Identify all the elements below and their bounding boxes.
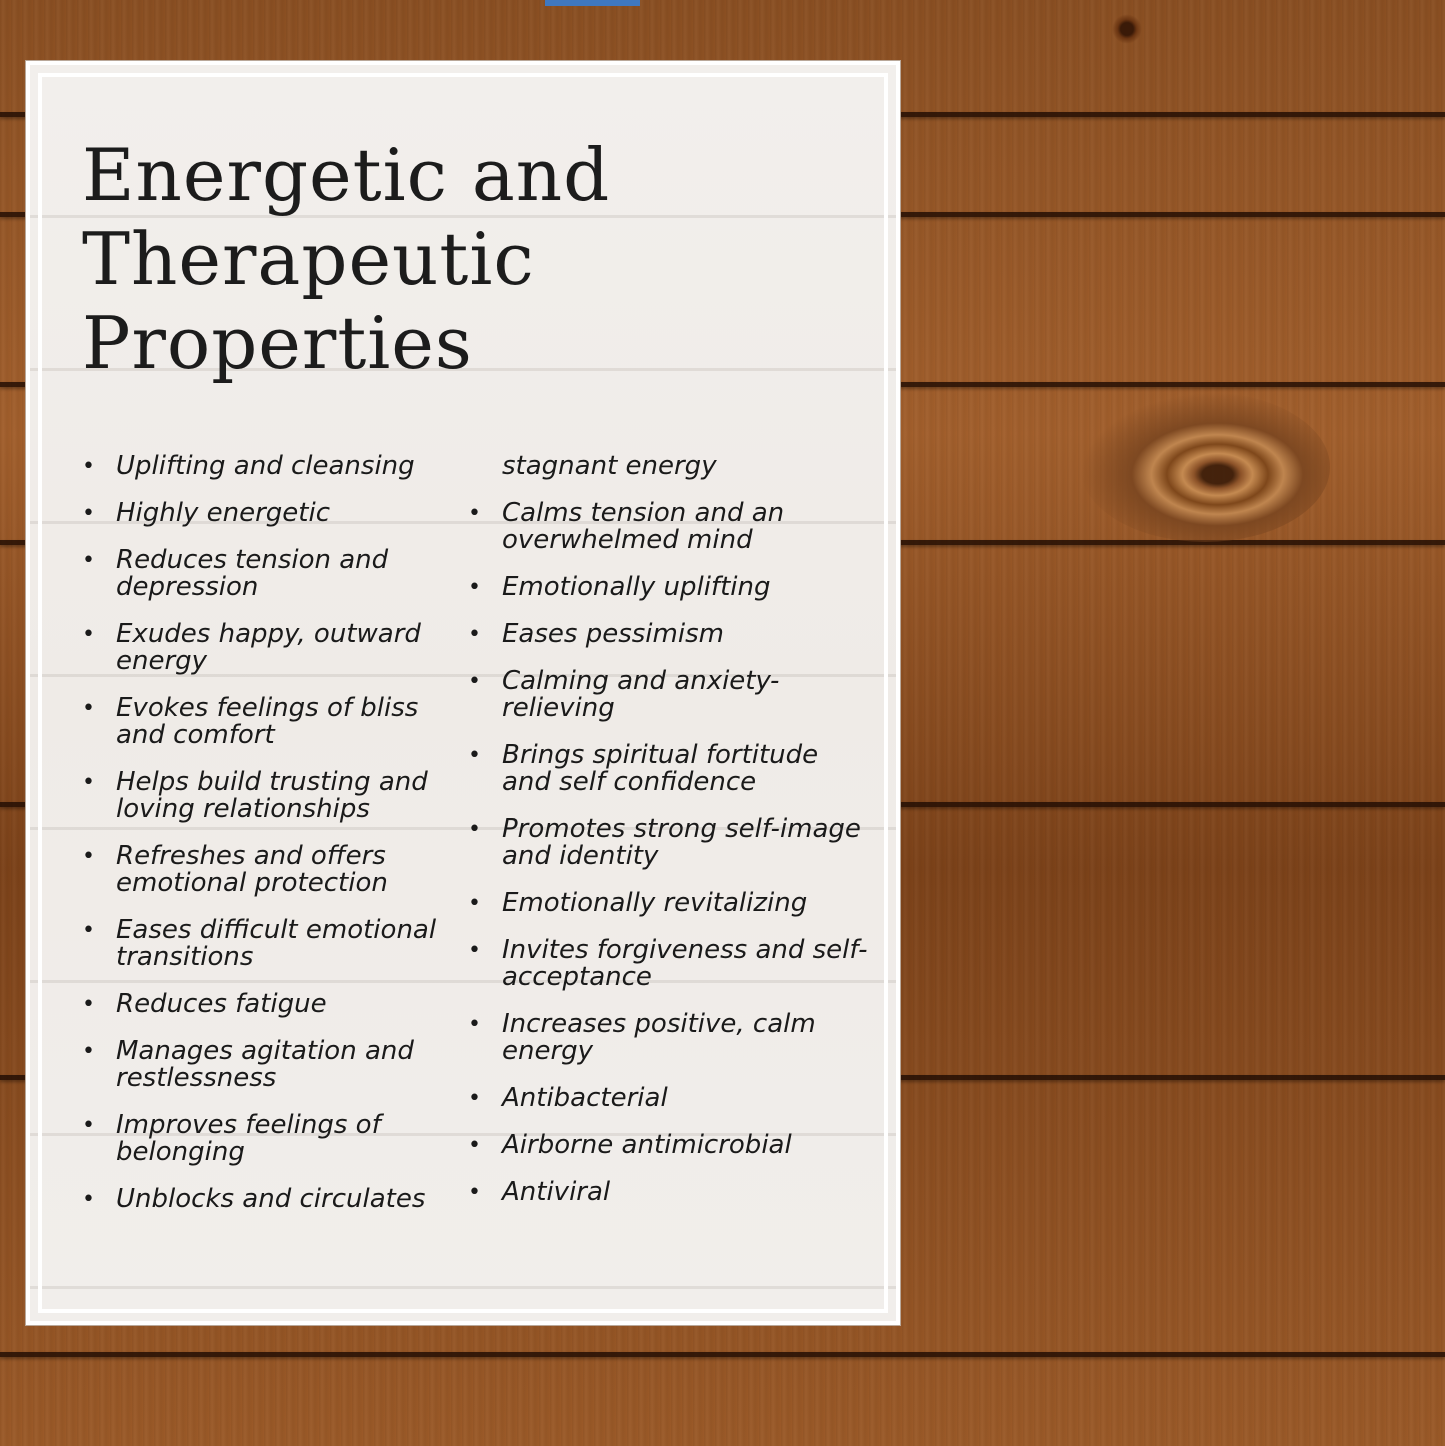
list-item: • Helps build trusting and loving relationships xyxy=(82,769,462,823)
list-item: • Reduces tension and depression xyxy=(82,547,462,601)
list-item: • Reduces fatigue xyxy=(82,991,462,1018)
list-item: • Emotionally uplifting xyxy=(468,574,868,601)
list-item: • Antibacterial xyxy=(468,1085,868,1112)
list-item: • Improves feelings of belonging xyxy=(82,1112,462,1166)
wood-knot xyxy=(1080,392,1330,542)
list-item: • Emotionally revitalizing xyxy=(468,890,868,917)
list-item: • Airborne antimicrobial xyxy=(468,1132,868,1159)
content-card xyxy=(30,65,896,1321)
top-accent-strip xyxy=(545,0,640,6)
list-item: • Calms tension and an overwhelmed mind xyxy=(468,500,868,554)
list-item: • Evokes feelings of bliss and comfort xyxy=(82,695,462,749)
board-seam xyxy=(0,1352,1445,1357)
list-item-continuation: stagnant energy xyxy=(502,451,717,481)
page-title: Energetic and Therapeutic Properties xyxy=(82,133,611,385)
list-item: • Refreshes and offers emotional protection xyxy=(82,843,462,897)
wood-knot xyxy=(1112,14,1142,44)
list-item: • Antiviral xyxy=(468,1179,868,1206)
list-item: • Highly energetic xyxy=(82,500,462,527)
list-item: • Unblocks and circulates xyxy=(82,1186,462,1213)
list-item: • Uplifting and cleansing xyxy=(82,453,462,480)
properties-list-right xyxy=(468,453,868,1226)
list-item: • Eases pessimism xyxy=(468,621,868,648)
list-item: • Calming and anxiety-relieving xyxy=(468,668,868,722)
list-item: • Invites forgiveness and self-acceptance xyxy=(468,937,868,991)
list-item: • Brings spiritual fortitude and self confidence xyxy=(468,742,868,796)
list-item: • Increases positive, calm energy xyxy=(468,1011,868,1065)
list-item: • Promotes strong self-image and identity xyxy=(468,816,868,870)
list-item: • Exudes happy, outward energy xyxy=(82,621,462,675)
properties-list-left xyxy=(82,453,462,1233)
list-item: • Manages agitation and restlessness xyxy=(82,1038,462,1092)
list-item: • Eases difficult emotional transitions xyxy=(82,917,462,971)
